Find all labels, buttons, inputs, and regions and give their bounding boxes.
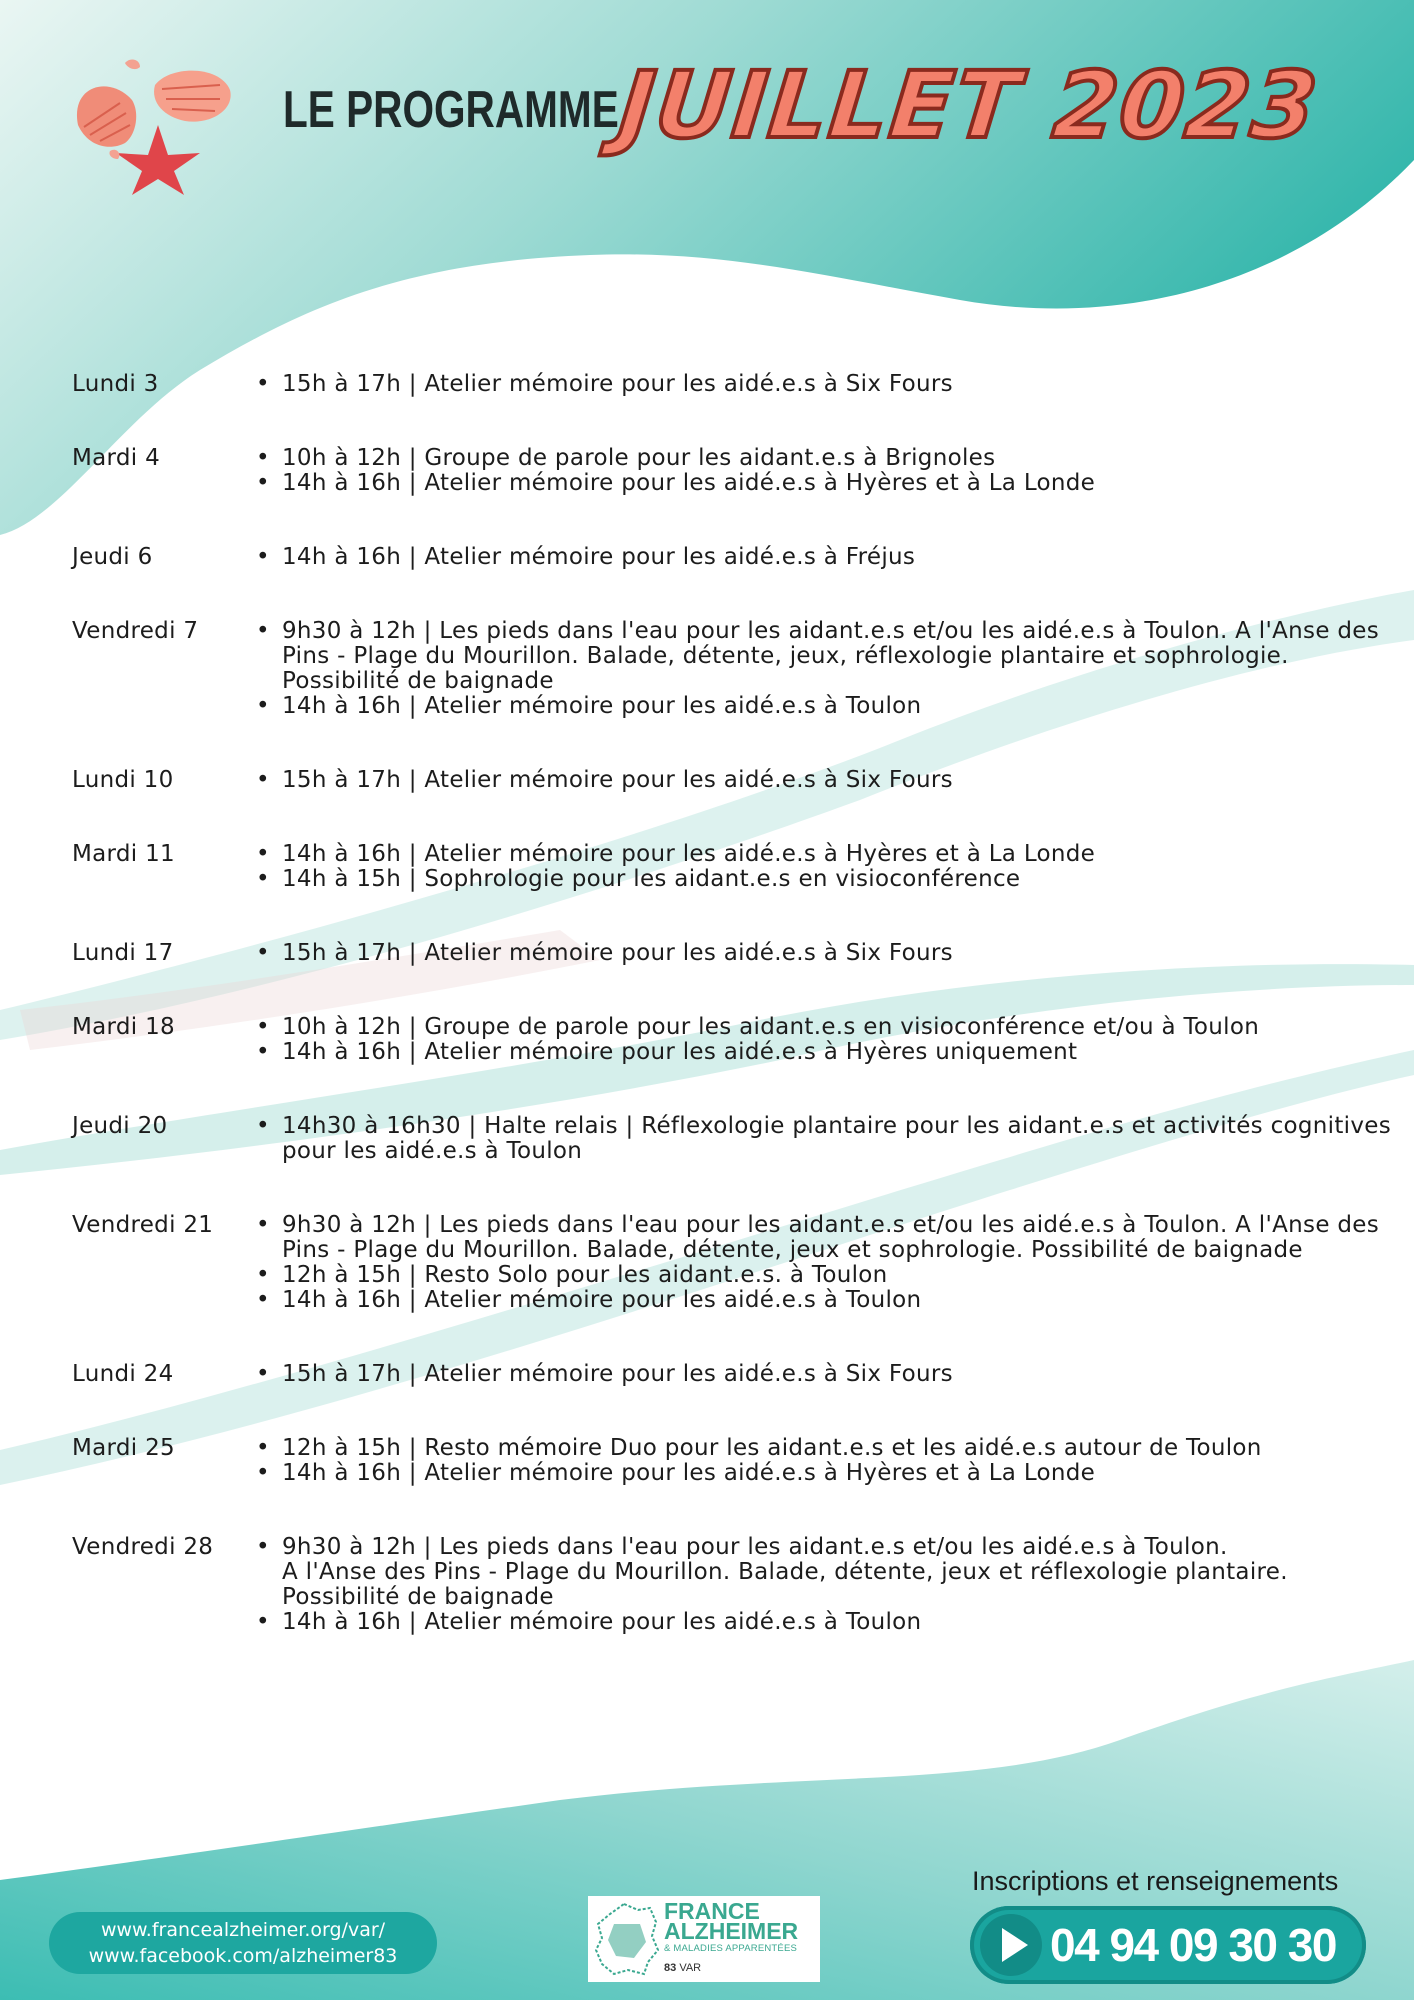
logo-line-2: ALZHEIMER: [664, 1918, 799, 1944]
event-item: • 10h à 12h | Groupe de parole pour les aidant.e.s à Brignoles: [252, 446, 1402, 471]
event-list: [252, 1114, 1402, 1164]
play-icon: [980, 1914, 1042, 1976]
month-title: JUILLET 2023: [614, 52, 1324, 159]
event-list: [252, 545, 1402, 570]
schedule-list: [72, 372, 1402, 1684]
day-label: Mardi 4: [72, 445, 161, 471]
event-item: • 14h à 16h | Atelier mémoire pour les aidé.e.s à Toulon: [252, 694, 1402, 719]
day-label: Vendredi 21: [72, 1212, 214, 1238]
event-list: [252, 842, 1402, 892]
event-list: [252, 1213, 1402, 1313]
event-item: • 14h à 16h | Atelier mémoire pour les aidé.e.s à Fréjus: [252, 545, 1402, 570]
logo-dept-name: VAR: [679, 1962, 702, 1974]
schedule-entry: [72, 1015, 1402, 1065]
event-item: • 14h à 16h | Atelier mémoire pour les aidé.e.s à Hyères et à La Londe: [252, 1461, 1402, 1486]
day-label: Vendredi 7: [72, 618, 199, 644]
event-item: • 9h30 à 12h | Les pieds dans l'eau pour les aidant.e.s et/ou les aidé.e.s à Toulon. A l'Anse des Pins - Plage du Mourillon. Balade, détente, jeux et réflexologie plantaire. Possibilité de baignade: [252, 1535, 1402, 1610]
event-item: • 9h30 à 12h | Les pieds dans l'eau pour les aidant.e.s et/ou les aidé.e.s à Toulon. A l'Anse des Pins - Plage du Mourillon. Balade, détente, jeux et sophrologie. Possibilité de baignade: [252, 1213, 1402, 1263]
event-list: [252, 768, 1402, 793]
event-item: • 14h à 16h | Atelier mémoire pour les aidé.e.s à Toulon: [252, 1288, 1402, 1313]
event-list: [252, 372, 1402, 397]
facebook-link[interactable]: www.facebook.com/alzheimer83: [88, 1945, 398, 1967]
event-item: • 12h à 15h | Resto Solo pour les aidant.e.s. à Toulon: [252, 1263, 1402, 1288]
france-map-icon: [594, 1902, 660, 1976]
event-list: [252, 941, 1402, 966]
event-item: • 14h à 16h | Atelier mémoire pour les aidé.e.s à Hyères et à La Londe: [252, 842, 1402, 867]
day-label: Jeudi 6: [72, 544, 153, 570]
logo-line-3: & MALADIES APPARENTÉES: [664, 1943, 798, 1954]
event-list: [252, 1535, 1402, 1635]
phone-number: 04 94 09 30 30: [1050, 1919, 1336, 1971]
day-label: Lundi 3: [72, 371, 159, 397]
schedule-entry: [72, 1213, 1402, 1313]
schedule-entry: [72, 768, 1402, 793]
website-link[interactable]: www.francealzheimer.org/var/: [100, 1919, 386, 1941]
logo-line-1: FRANCE: [664, 1898, 760, 1924]
event-item: • 15h à 17h | Atelier mémoire pour les aidé.e.s à Six Fours: [252, 768, 1402, 793]
schedule-entry: [72, 545, 1402, 570]
france-alzheimer-logo: [588, 1896, 820, 1982]
schedule-entry: [72, 1535, 1402, 1635]
program-label: LE PROGRAMME: [283, 81, 619, 139]
event-list: [252, 446, 1402, 496]
event-item: • 14h à 16h | Atelier mémoire pour les aidé.e.s à Hyères uniquement: [252, 1040, 1402, 1065]
event-item: • 15h à 17h | Atelier mémoire pour les aidé.e.s à Six Fours: [252, 372, 1402, 397]
day-label: Vendredi 28: [72, 1534, 214, 1560]
event-list: [252, 1362, 1402, 1387]
day-label: Mardi 11: [72, 841, 175, 867]
event-item: • 12h à 15h | Resto mémoire Duo pour les aidant.e.s et les aidé.e.s autour de Toulon: [252, 1436, 1402, 1461]
day-label: Lundi 10: [72, 767, 174, 793]
inscriptions-label: Inscriptions et renseignements: [972, 1866, 1339, 1896]
schedule-entry: [72, 1436, 1402, 1486]
day-label: Lundi 24: [72, 1361, 174, 1387]
schedule-entry: [72, 446, 1402, 496]
schedule-entry: [72, 1362, 1402, 1387]
seashells-starfish-icon: [70, 55, 240, 195]
event-item: • 15h à 17h | Atelier mémoire pour les aidé.e.s à Six Fours: [252, 1362, 1402, 1387]
logo-department: [664, 1962, 701, 1974]
event-item: • 10h à 12h | Groupe de parole pour les aidant.e.s en visioconférence et/ou à Toulon: [252, 1015, 1402, 1040]
day-label: Lundi 17: [72, 940, 174, 966]
event-item: • 14h30 à 16h30 | Halte relais | Réflexologie plantaire pour les aidant.e.s et activités cognitives pour les aidé.e.s à Toulon: [252, 1114, 1402, 1164]
event-item: • 9h30 à 12h | Les pieds dans l'eau pour les aidant.e.s et/ou les aidé.e.s à Toulon. A l'Anse des Pins - Plage du Mourillon. Balade, détente, jeux, réflexologie plantaire et sophrologie. Possibilité de baignade: [252, 619, 1402, 694]
day-label: Mardi 25: [72, 1435, 175, 1461]
schedule-entry: [72, 619, 1402, 719]
logo-dept-number: 83: [664, 1962, 677, 1974]
event-list: [252, 619, 1402, 719]
schedule-entry: [72, 1114, 1402, 1164]
schedule-entry: [72, 372, 1402, 397]
event-list: [252, 1015, 1402, 1065]
schedule-entry: [72, 842, 1402, 892]
links-pill: [49, 1912, 437, 1974]
event-item: • 14h à 16h | Atelier mémoire pour les aidé.e.s à Toulon: [252, 1610, 1402, 1635]
day-label: Mardi 18: [72, 1014, 175, 1040]
schedule-entry: [72, 941, 1402, 966]
event-item: • 14h à 16h | Atelier mémoire pour les aidé.e.s à Hyères et à La Londe: [252, 471, 1402, 496]
event-item: • 14h à 15h | Sophrologie pour les aidant.e.s en visioconférence: [252, 867, 1402, 892]
event-list: [252, 1436, 1402, 1486]
day-label: Jeudi 20: [72, 1113, 168, 1139]
event-item: • 15h à 17h | Atelier mémoire pour les aidé.e.s à Six Fours: [252, 941, 1402, 966]
phone-button[interactable]: [970, 1906, 1366, 1984]
